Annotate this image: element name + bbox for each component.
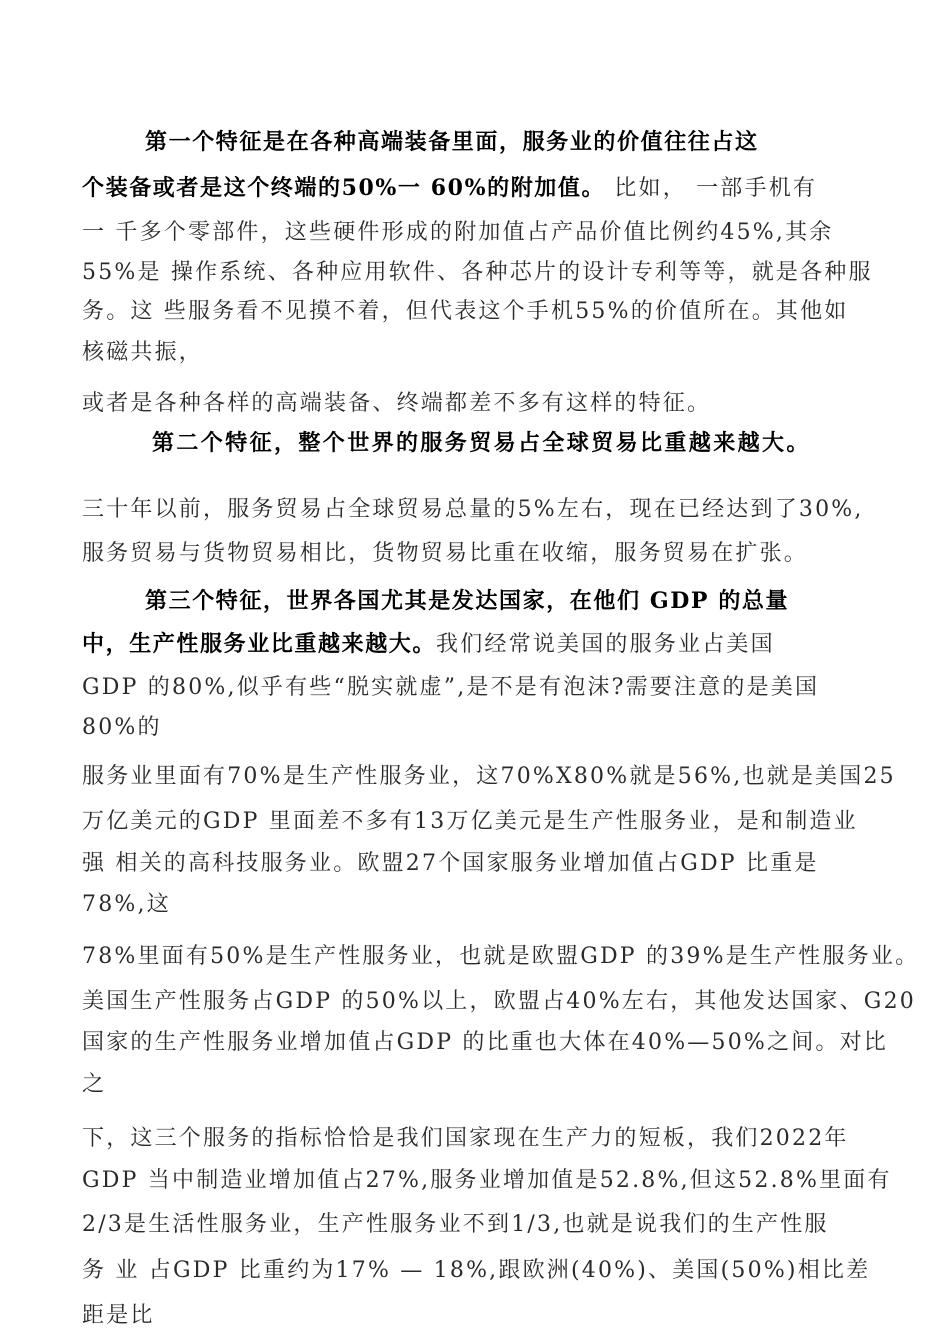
p3-line-15: 2/3是生活性服务业，生产性服务业不到1/3,也就是说我们的生产性服 xyxy=(82,1212,829,1237)
p1-line-4: 55%是 操作系统、各种应用软件、各种芯片的设计专利等等，就是各种服 xyxy=(82,260,873,285)
p1-line-2-rest: 比如， 一部手机有 xyxy=(605,176,818,201)
p1-line-2 xyxy=(82,174,817,203)
p2-line-1: 三十年以前，服务贸易占全球贸易总量的5%左右，现在已经达到了30%, xyxy=(82,497,864,522)
p3-line-16: 务 业 占GDP 比重约为17% — 18%,跟欧洲(40%)、美国(50%)相比差 xyxy=(82,1258,871,1283)
p3-line-12: 之 xyxy=(82,1072,107,1097)
p2-heading: 第二个特征，整个世界的服务贸易占全球贸易比重越来越大。 xyxy=(152,430,811,456)
p1-line-6: 核磁共振， xyxy=(82,340,204,365)
p3-line-14: GDP 当中制造业增加值占27%,服务业增加值是52.8%,但这52.8%里面有 xyxy=(82,1168,892,1193)
p3-line-17: 距是比 xyxy=(82,1303,155,1328)
p3-line-11: 国家的生产性服务业增加值占GDP 的比重也大体在40%—50%之间。对比 xyxy=(82,1030,889,1055)
p3-line-6: 万亿美元的GDP 里面差不多有13万亿美元是生产性服务业，是和制造业 xyxy=(82,809,858,834)
p3-line-2-rest: 我们经常说美国的服务业占美国 xyxy=(436,632,775,657)
p3-line-2 xyxy=(82,630,775,659)
p1-bold-line-2: 个装备或者是这个终端的50%一 60%的附加值。 xyxy=(82,175,606,201)
p3-line-13: 下，这三个服务的指标恰恰是我们国家现在生产力的短板，我们2022年 xyxy=(82,1126,849,1151)
p3-line-4: 80%的 xyxy=(82,715,162,740)
p1-bold-line-1: 第一个特征是在各种高端装备里面，服务业的价值往往占这 xyxy=(145,129,759,155)
p1-line-3: 一 千多个零部件，这些硬件形成的附加值占产品价值比例约45%,其余 xyxy=(82,220,834,245)
p2-line-2: 服务贸易与货物贸易相比，货物贸易比重在收缩，服务贸易在扩张。 xyxy=(82,541,809,566)
p3-bold-line-2: 中，生产性服务业比重越来越大。 xyxy=(82,631,437,657)
p1-line-7: 或者是各种各样的高端装备、终端都差不多有这样的特征。 xyxy=(82,391,712,416)
p3-line-3: GDP 的80%,似乎有些“脱实就虚”,是不是有泡沫?需要注意的是美国 xyxy=(82,675,820,700)
p1-line-5: 务。这 些服务看不见摸不着，但代表这个手机55%的价值所在。其他如 xyxy=(82,299,849,324)
p3-line-7: 强 相关的高科技服务业。欧盟27个国家服务业增加值占GDP 比重是 xyxy=(82,851,819,876)
p3-line-9: 78%里面有50%是生产性服务业，也就是欧盟GDP 的39%是生产性服务业。 xyxy=(82,944,920,969)
p3-line-10: 美国生产性服务占GDP 的50%以上，欧盟占40%左右，其他发达国家、G20 xyxy=(82,989,916,1014)
p3-bold-line-1: 第三个特征，世界各国尤其是发达国家，在他们 GDP 的总量 xyxy=(145,588,790,614)
p3-line-5: 服务业里面有70%是生产性服务业，这70%X80%就是56%,也就是美国25 xyxy=(82,764,896,789)
p3-line-8: 78%,这 xyxy=(82,892,171,917)
